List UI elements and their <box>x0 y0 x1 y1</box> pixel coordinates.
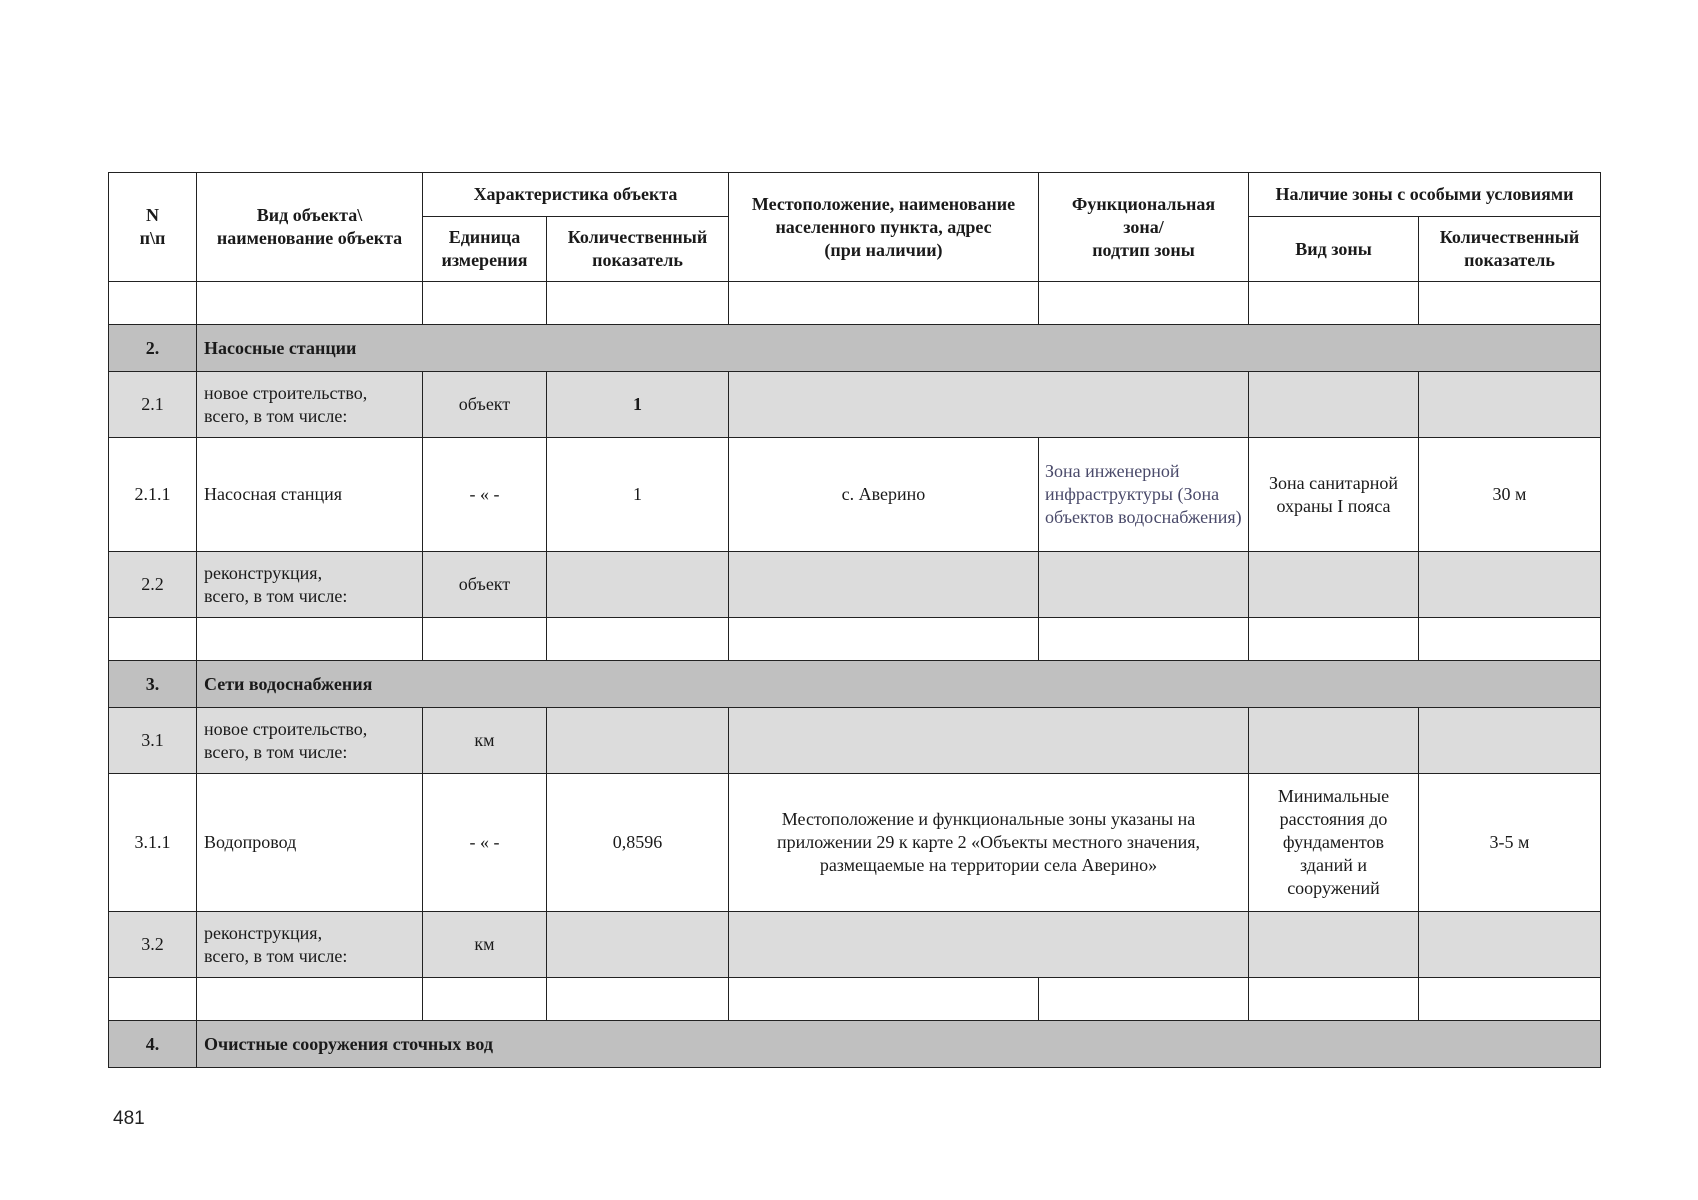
row-special-zone-quantity: 30 м <box>1419 438 1601 552</box>
header-object-type: Вид объекта\ наименование объекта <box>197 173 423 282</box>
page-number: 481 <box>113 1108 145 1129</box>
row-number: 2.1 <box>109 372 197 438</box>
section-number: 3. <box>109 661 197 708</box>
header-unit: Единица измерения <box>423 217 547 282</box>
table-row <box>109 912 1601 978</box>
row-name: Водопровод <box>197 774 423 912</box>
row-name: новое строительство, всего, в том числе: <box>197 372 423 438</box>
header-characteristics: Характеристика объекта <box>423 173 729 217</box>
row-number: 3.1 <box>109 708 197 774</box>
row-name: новое строительство, всего, в том числе: <box>197 708 423 774</box>
row-zone-link[interactable]: Зона инженерной инфраструктуры (Зона объектов водоснабжения) <box>1039 438 1249 552</box>
header-quantity: Количественный показатель <box>547 217 729 282</box>
header-functional-zone: Функциональная зона/ подтип зоны <box>1039 173 1249 282</box>
section-number: 2. <box>109 325 197 372</box>
row-unit: - « - <box>423 774 547 912</box>
row-unit: км <box>423 708 547 774</box>
row-quantity: 1 <box>547 372 729 438</box>
row-unit: - « - <box>423 438 547 552</box>
row-number: 3.1.1 <box>109 774 197 912</box>
row-unit: км <box>423 912 547 978</box>
row-location: Местоположение и функциональные зоны указаны на приложении 29 к карте 2 «Объекты местного значения, размещаемые на территории села Аверино» <box>729 774 1249 912</box>
table-row <box>109 372 1601 438</box>
row-special-zone-quantity: 3-5 м <box>1419 774 1601 912</box>
section-row <box>109 1021 1601 1068</box>
section-title: Сети водоснабжения <box>197 661 1601 708</box>
table-row <box>109 774 1601 912</box>
row-name: реконструкция, всего, в том числе: <box>197 552 423 618</box>
objects-table <box>108 172 1601 1068</box>
section-row <box>109 325 1601 372</box>
empty-row <box>109 618 1601 661</box>
row-number: 2.1.1 <box>109 438 197 552</box>
empty-row <box>109 282 1601 325</box>
row-unit: объект <box>423 372 547 438</box>
header-location: Местоположение, наименование населенного пункта, адрес (при наличии) <box>729 173 1039 282</box>
table-row <box>109 552 1601 618</box>
row-name: реконструкция, всего, в том числе: <box>197 912 423 978</box>
header-zone-type: Вид зоны <box>1249 217 1419 282</box>
table-row <box>109 708 1601 774</box>
row-special-zone-type: Минимальные расстояния до фундаментов зданий и сооружений <box>1249 774 1419 912</box>
row-location: с. Аверино <box>729 438 1039 552</box>
row-name: Насосная станция <box>197 438 423 552</box>
row-special-zone-type: Зона санитарной охраны I пояса <box>1249 438 1419 552</box>
row-number: 3.2 <box>109 912 197 978</box>
row-quantity: 1 <box>547 438 729 552</box>
row-quantity: 0,8596 <box>547 774 729 912</box>
header-num: N п\п <box>109 173 197 282</box>
row-number: 2.2 <box>109 552 197 618</box>
section-row <box>109 661 1601 708</box>
header-special-zone: Наличие зоны с особыми условиями <box>1249 173 1601 217</box>
row-unit: объект <box>423 552 547 618</box>
table-row <box>109 438 1601 552</box>
empty-row <box>109 978 1601 1021</box>
header-zone-quantity: Количественный показатель <box>1419 217 1601 282</box>
section-title: Очистные сооружения сточных вод <box>197 1021 1601 1068</box>
section-number: 4. <box>109 1021 197 1068</box>
section-title: Насосные станции <box>197 325 1601 372</box>
